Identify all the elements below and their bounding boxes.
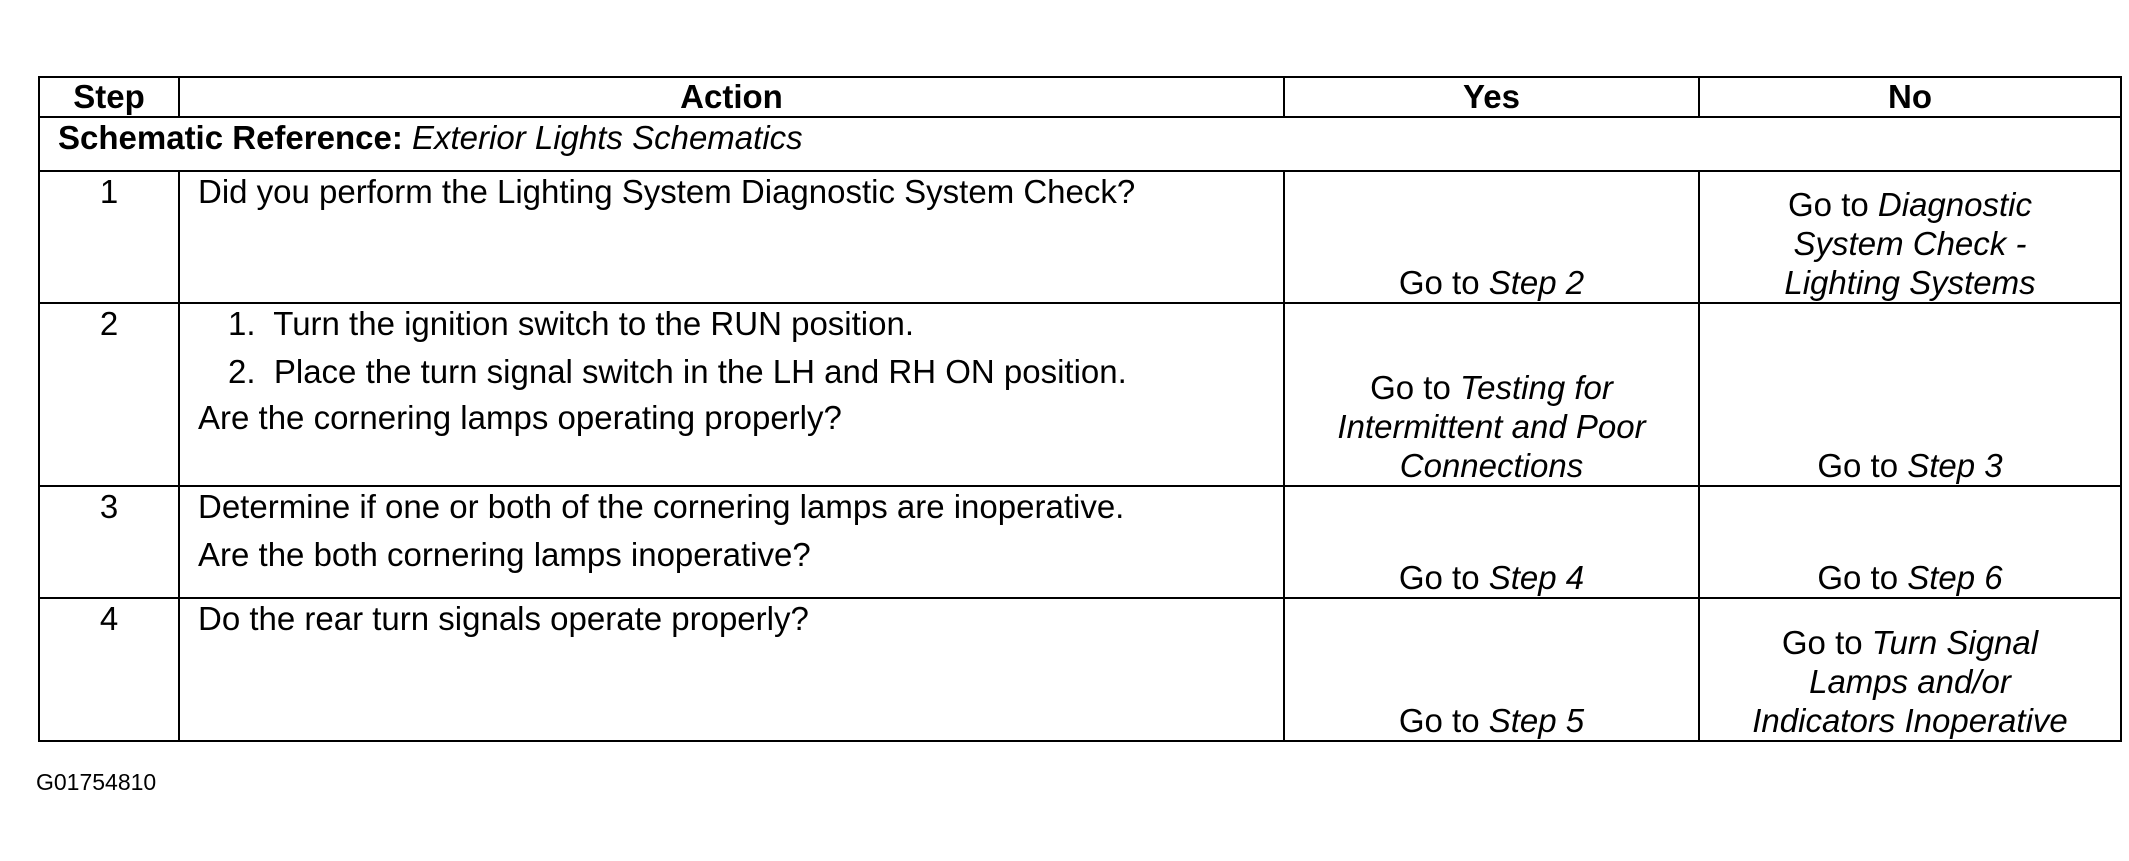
yes-target-link[interactable]: Testing for xyxy=(1460,368,1613,406)
yes-target-link-line[interactable]: Connections xyxy=(1399,446,1584,484)
table-row xyxy=(39,171,2121,303)
no-cell xyxy=(1699,303,2121,486)
no-prefix: Go to xyxy=(1817,558,1908,596)
action-question: Are the both cornering lamps inoperative? xyxy=(198,535,811,573)
header-action: Action xyxy=(179,77,1284,117)
action-question: Do the rear turn signals operate properly? xyxy=(198,599,809,637)
yes-prefix: Go to xyxy=(1398,702,1489,739)
no-cell xyxy=(1699,486,2121,598)
step-number: 1 xyxy=(39,171,179,303)
diagnostic-table xyxy=(38,76,2122,742)
step-number: 2 xyxy=(39,303,179,486)
yes-cell xyxy=(1284,598,1699,741)
action-step-item: 2. Place the turn signal switch in the LH and RH ON position. xyxy=(228,352,1127,390)
yes-prefix: Go to xyxy=(1398,263,1489,301)
action-question: Did you perform the Lighting System Diagnostic System Check? xyxy=(198,172,1136,210)
no-target-link[interactable]: Diagnostic xyxy=(1877,185,2032,223)
header-row xyxy=(39,77,2121,117)
action-cell xyxy=(179,171,1284,303)
action-question: Are the cornering lamps operating properly? xyxy=(198,398,842,436)
yes-target-link[interactable]: Step 5 xyxy=(1488,702,1585,739)
yes-cell xyxy=(1284,171,1699,303)
table-row xyxy=(39,486,2121,598)
step-number: 3 xyxy=(39,486,179,598)
action-step-item: 1. Turn the ignition switch to the RUN position. xyxy=(228,304,915,342)
no-target-link[interactable]: Step 3 xyxy=(1907,446,2003,484)
yes-prefix: Go to xyxy=(1370,368,1460,406)
yes-cell xyxy=(1284,303,1699,486)
action-cell xyxy=(179,303,1284,486)
header-yes: Yes xyxy=(1284,77,1699,117)
yes-target-link-line[interactable]: Intermittent and Poor xyxy=(1337,407,1646,445)
header-no: No xyxy=(1699,77,2121,117)
yes-cell xyxy=(1284,486,1699,598)
no-target-link-line[interactable]: Lighting Systems xyxy=(1784,263,2036,301)
no-target-link-line[interactable]: System Check - xyxy=(1793,224,2027,262)
no-target-link[interactable]: Step 6 xyxy=(1907,558,2003,596)
no-prefix: Go to xyxy=(1817,446,1908,484)
schematic-reference-row xyxy=(39,117,2121,171)
table-row xyxy=(39,303,2121,486)
yes-target-link[interactable]: Step 4 xyxy=(1488,558,1585,596)
no-cell xyxy=(1699,598,2121,741)
header-step: Step xyxy=(39,77,179,117)
figure-id: G01754810 xyxy=(36,769,157,795)
no-prefix: Go to xyxy=(1788,185,1878,223)
no-target-link-line[interactable]: Lamps and/or xyxy=(1809,663,2011,700)
schematic-reference xyxy=(39,117,2121,171)
no-target-link-line[interactable]: Indicators Inoperative xyxy=(1752,702,2068,739)
yes-target-link[interactable]: Step 2 xyxy=(1488,263,1585,301)
action-steps-list xyxy=(198,304,1265,391)
table-row xyxy=(39,598,2121,741)
step-number: 4 xyxy=(39,598,179,741)
no-prefix: Go to xyxy=(1781,624,1872,661)
no-cell xyxy=(1699,171,2121,303)
action-instruction: Determine if one or both of the cornering lamps are inoperative. xyxy=(198,487,1125,525)
schematic-reference-label: Schematic Reference: xyxy=(58,119,403,156)
action-cell xyxy=(179,598,1284,741)
yes-prefix: Go to xyxy=(1398,558,1489,596)
no-target-link[interactable]: Turn Signal xyxy=(1871,624,2039,661)
schematic-reference-value: Exterior Lights Schematics xyxy=(412,119,803,156)
action-cell xyxy=(179,486,1284,598)
